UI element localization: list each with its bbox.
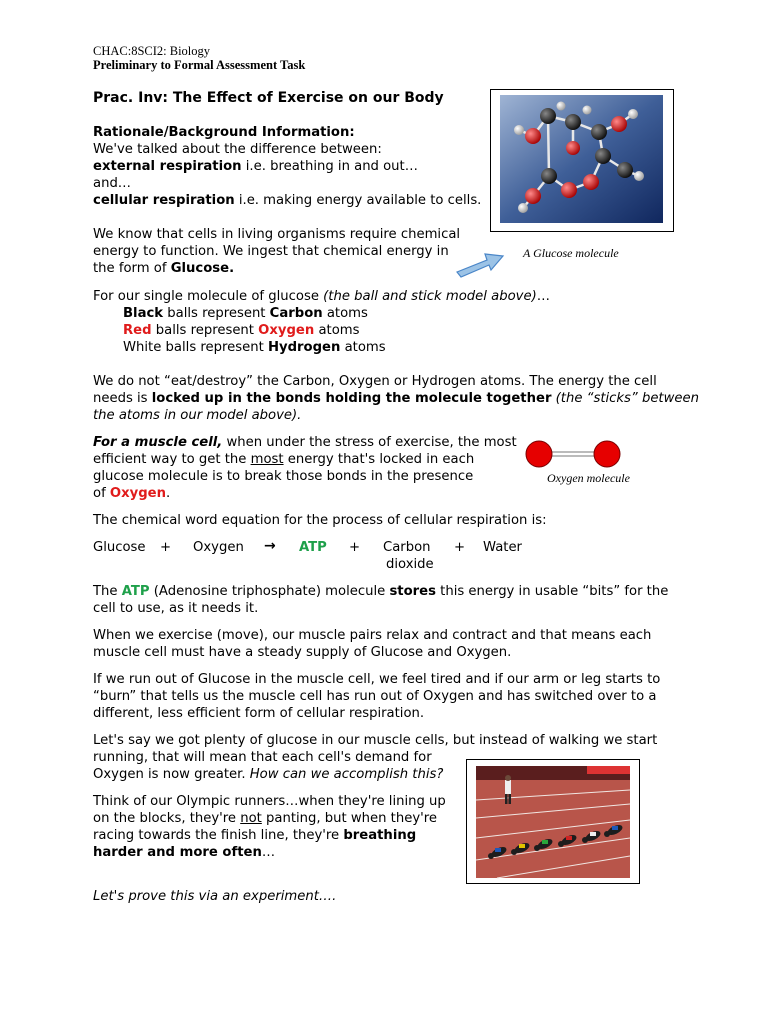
text: For our single molecule of glucose [93,289,324,304]
text: The [93,584,122,599]
runout-line: If we run out of Glucose in the muscle cell, we feel tired and if our arm or leg starts to [93,672,661,687]
eq-water: Water [483,540,522,555]
muscle-line [93,451,474,469]
glucose-term: Glucose. [170,261,235,276]
pointer-arrow-icon [455,250,507,280]
bonds-line: the atoms in our model above). [93,408,302,423]
runners-image-frame [466,759,640,884]
text: (Adenosine triphosphate) molecule [149,584,390,599]
text: energy that's locked in each [283,452,475,467]
eq-arrow-icon: → [264,538,276,554]
color-word: Red [123,323,152,338]
olympic-line: Think of our Olympic runners…when they're lining up [93,794,446,809]
text: on the blocks, they're [93,811,241,826]
eq-oxygen: Oxygen [193,540,244,555]
energy-line: energy to function. We ingest that chemical energy in [93,244,449,259]
eq-dioxide: dioxide [386,557,434,572]
text: racing towards the finish line, they're [93,828,344,843]
text: when under the stress of exercise, the most [222,435,517,450]
text: not [240,811,262,826]
eq-glucose: Glucose [93,540,146,555]
oxygen-molecule-image [522,437,626,471]
text: (the ball and stick model above) [323,289,537,304]
cellular-respiration-line [93,192,481,210]
task-label: Preliminary to Formal Assessment Task [93,58,306,72]
muscle-line [93,485,170,503]
text: most [250,452,284,467]
text: atoms [322,306,368,321]
text: Oxygen is now greater. [93,767,250,782]
olympic-line [93,844,275,862]
bonds-line [93,390,699,408]
model-intro [93,288,550,306]
text: White balls represent [123,340,268,355]
atp-term: ATP [121,584,150,599]
olympic-line [93,810,437,828]
page-title: Prac. Inv: The Effect of Exercise on our Body [93,90,444,106]
term: external respiration [93,159,242,174]
text: … [536,289,550,304]
atom-name: Oxygen [258,323,315,338]
and-line: and… [93,176,131,191]
text: For a muscle cell, [93,435,223,450]
runout-line: “burn” that tells us the muscle cell has run out of Oxygen and has switched over to a [93,689,657,704]
text: of [93,486,110,501]
definition: i.e. making energy available to cells. [234,193,482,208]
exercise-line: muscle cell must have a steady supply of Glucose and Oxygen. [93,645,512,660]
energy-line: We know that cells in living organisms require chemical [93,227,461,242]
text: stores [389,584,436,599]
hydrogen-key [123,339,386,357]
term: cellular respiration [93,193,235,208]
runout-line: different, less efficient form of cellular respiration. [93,706,425,721]
eq-plus: + [349,540,361,555]
text: (the “sticks” between [551,391,699,406]
oxygen-caption: Oxygen molecule [547,471,630,485]
rationale-heading: Rationale/Background Information: [93,125,355,140]
text: balls represent [163,306,270,321]
text: How can we accomplish this? [249,767,444,782]
glucose-molecule-image [491,90,673,231]
text: efficient way to get the [93,452,251,467]
color-word: Black [123,306,164,321]
exercise-line: When we exercise (move), our muscle pairs relax and contract and that means each [93,628,652,643]
text: … [261,845,276,860]
eq-carbon: Carbon [383,540,431,555]
running-line: Let's say we got plenty of glucose in our muscle cells, but instead of walking we start [93,733,658,748]
eq-atp: ATP [299,540,327,555]
atom-name: Carbon [269,306,323,321]
running-line [93,766,443,784]
energy-line [93,260,234,278]
olympic-runners-image [467,760,639,883]
text: harder and more often [93,845,262,860]
atp-line: cell to use, as it needs it. [93,601,259,616]
text: this energy in usable “bits” for the [435,584,669,599]
eq-plus: + [454,540,466,555]
text: locked up in the bonds holding the molecule together [151,391,552,406]
text: Oxygen [109,486,166,501]
glucose-caption: A Glucose molecule [523,246,619,260]
course-code: CHAC:8SCI2: Biology [93,44,211,58]
muscle-line [93,434,517,452]
text: balls represent [151,323,259,338]
text: the form of [93,261,171,276]
text: breathing [343,828,417,843]
oxygen-key [123,322,359,340]
text: panting, but when they're [261,811,437,826]
equation-intro: The chemical word equation for the process of cellular respiration is: [93,513,547,528]
eq-plus: + [160,540,172,555]
text: needs is [93,391,152,406]
glucose-image-frame [490,89,674,232]
definition: i.e. breathing in and out… [241,159,418,174]
closing-line: Let's prove this via an experiment…. [93,889,337,904]
carbon-key [123,305,368,323]
atom-name: Hydrogen [267,340,341,355]
text: atoms [340,340,386,355]
rationale-line: We've talked about the difference between: [93,142,382,157]
text: . [166,486,171,501]
muscle-line: glucose molecule is to break those bonds in the presence [93,469,474,484]
olympic-line [93,827,416,845]
bonds-line: We do not “eat/destroy” the Carbon, Oxygen or Hydrogen atoms. The energy the cell [93,374,657,389]
external-respiration-line [93,158,418,176]
atp-line [93,583,668,601]
running-line: running, that will mean that each cell's demand for [93,750,432,765]
text: atoms [314,323,360,338]
